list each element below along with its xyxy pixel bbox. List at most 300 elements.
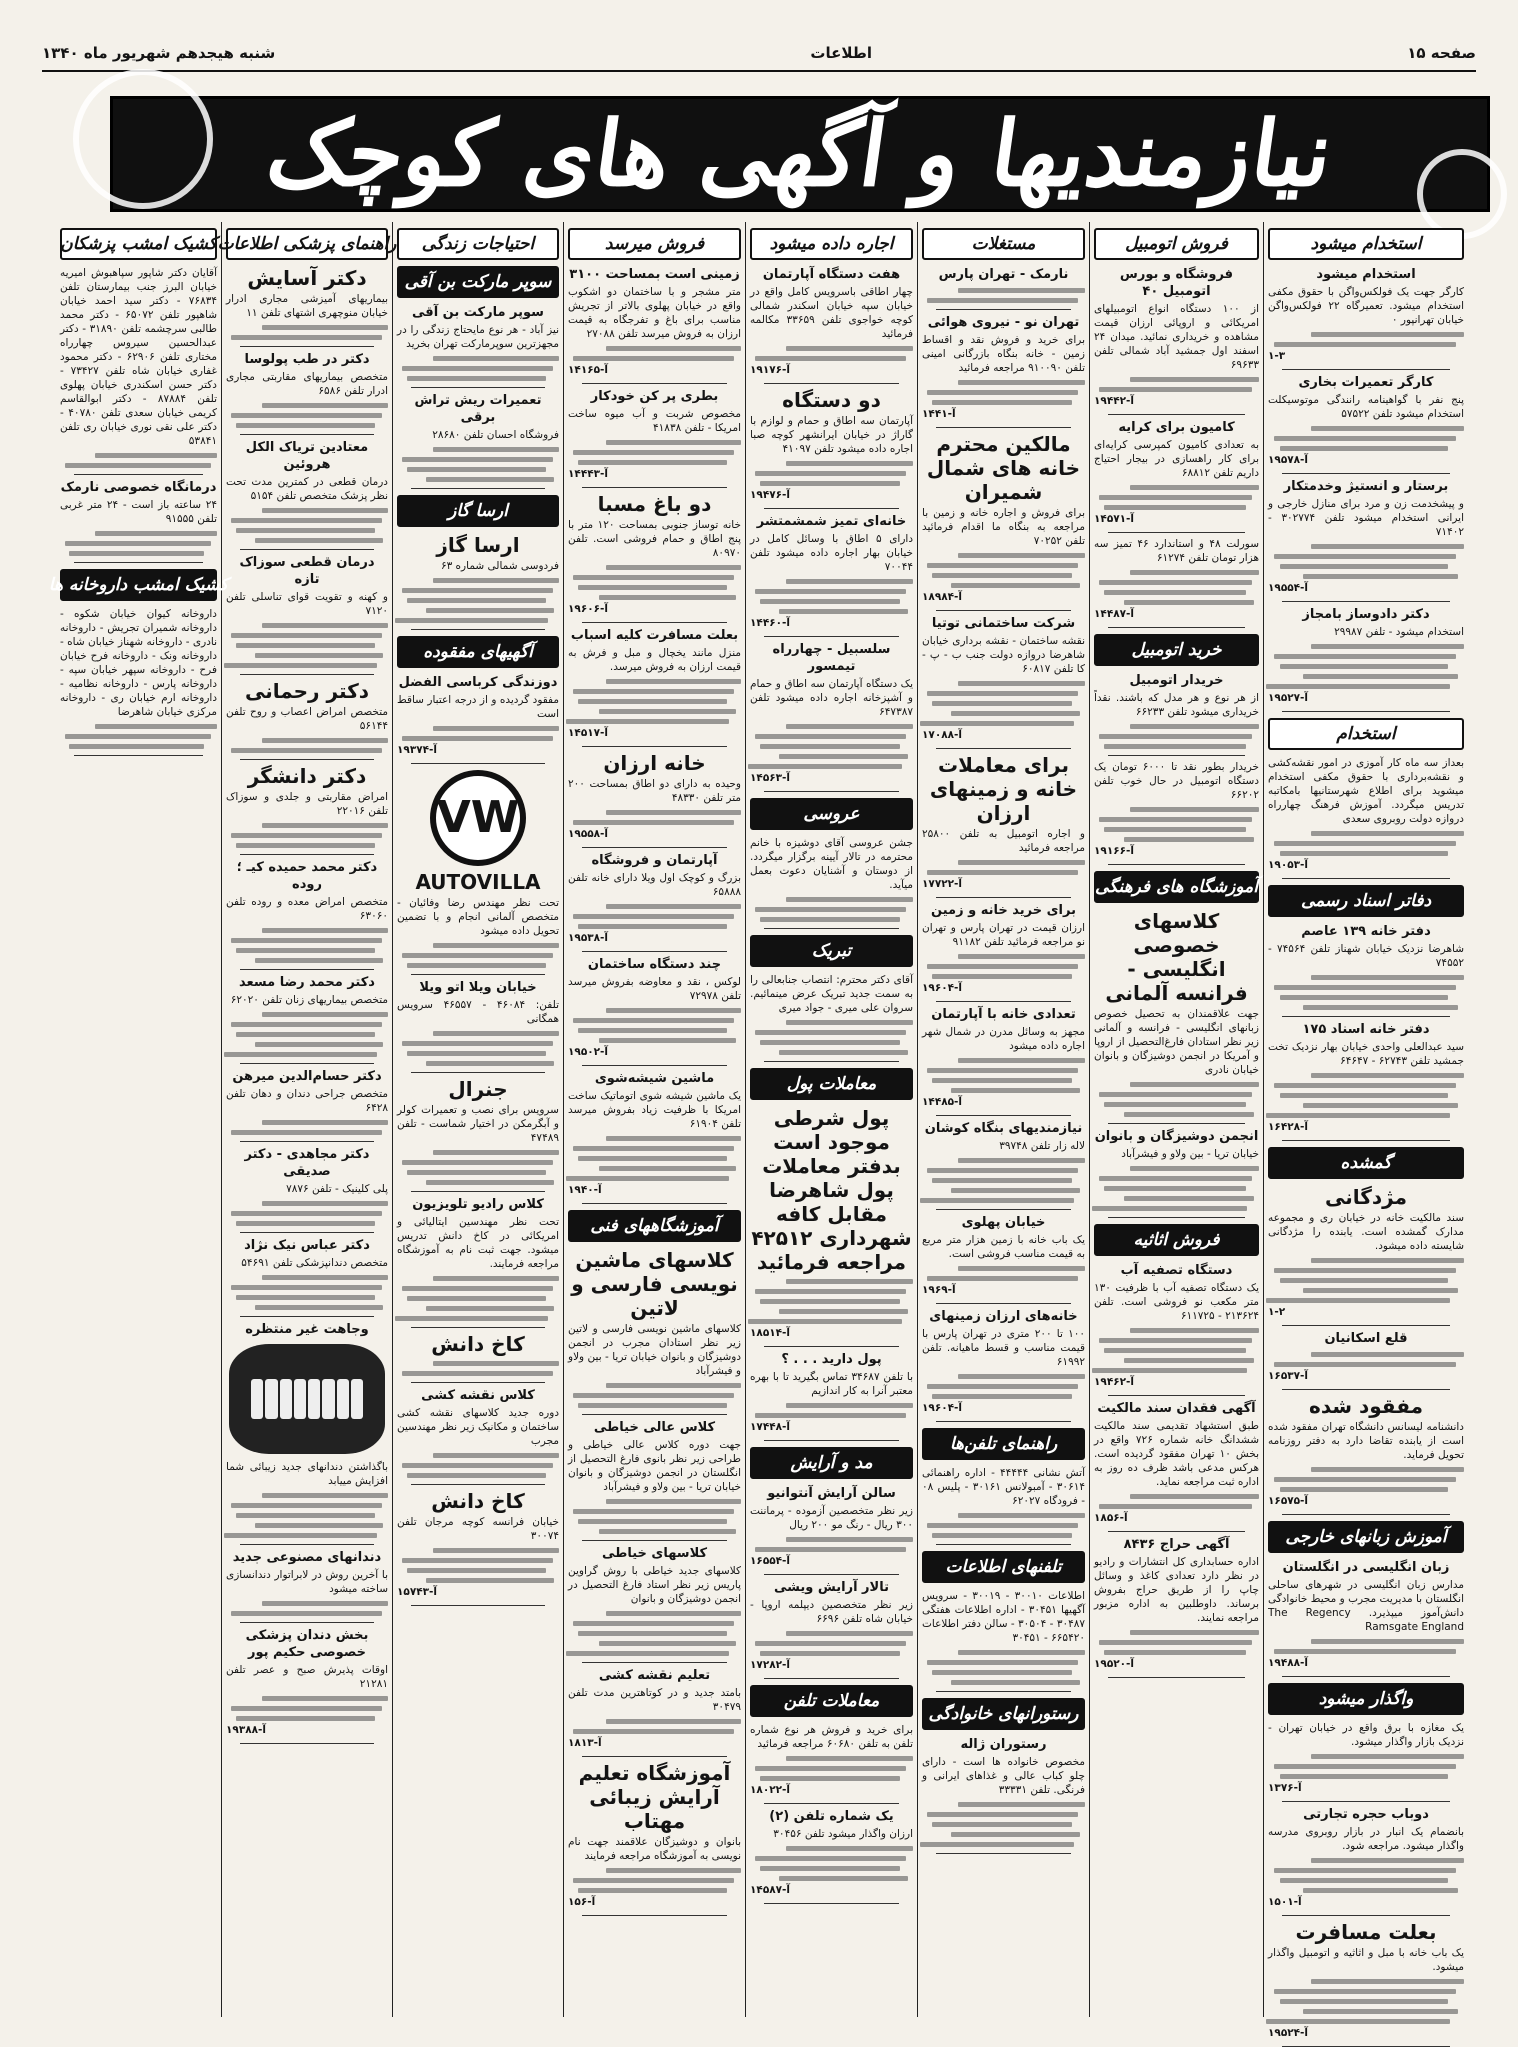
illegible-text-line — [231, 633, 382, 638]
ad-code: آ-۱۴۵۸۷ — [750, 1884, 791, 1896]
illegible-text-lines — [397, 1150, 559, 1185]
illegible-text-line — [402, 366, 553, 371]
ad-title: سلسبیل - چهارراه تیمسور — [772, 642, 891, 674]
section-heading: آموزشگاههای فنی — [568, 1210, 741, 1242]
classified-ad — [922, 432, 1085, 604]
ad-separator — [764, 1440, 899, 1441]
section-heading: عروسی — [750, 798, 913, 830]
illegible-text-line — [1303, 1888, 1458, 1893]
illegible-text-lines — [397, 1453, 559, 1478]
ad-title: سوپر مارکت بن آقی — [412, 305, 544, 320]
ad-body: تحت نظر مهندس رضا وفائیان - متخصص آلمانی انجام و با تضمین تحویل داده میشود — [397, 897, 559, 937]
classified-ad — [397, 1077, 559, 1185]
section-heading: معاملات پول — [750, 1068, 913, 1100]
ad-separator — [240, 549, 374, 550]
ad-body: لوکس ، نقد و معاوضه بفروش میرسد تلفن ۷۲۹۷۸ — [568, 976, 741, 1002]
section-heading: گمشده — [1268, 1147, 1464, 1179]
illegible-text-line — [786, 1846, 913, 1851]
illegible-text-lines — [922, 860, 1085, 875]
section-heading: فروش اثاثیه — [1094, 1224, 1259, 1256]
illegible-text-line — [927, 298, 1079, 303]
classified-ad — [397, 1489, 559, 1599]
ad-body: جهت دوره کلاس عالی خیاطی و طراحی زیر نظر بانوی فارغ التحصیل از انگلستان در انجمن دوشیزگان و بانوان خیابان تریا - بین ولاو و فیشرآباد — [568, 1439, 741, 1493]
illegible-text-line — [606, 1008, 741, 1013]
ad-separator — [1108, 1217, 1245, 1218]
illegible-text-lines — [397, 1031, 559, 1066]
illegible-text-line — [927, 1523, 1079, 1528]
ad-separator — [936, 1853, 1071, 1854]
ad-separator — [411, 1191, 545, 1192]
illegible-text-line — [65, 463, 211, 468]
illegible-text-line — [1274, 554, 1456, 559]
ad-separator — [764, 1803, 899, 1804]
ad-body: کلاسهای جدید خیاطی با روش گراوین پاریس زیر نظر استاد فارغ التحصیل در انجمن دوشیزگان و بانوان — [568, 1565, 741, 1605]
ad-body: نیز آباد - هر نوع مایحتاج زندگی را در مجهزترین سوپرمارکت تهران بخرید — [397, 324, 559, 350]
illegible-text-line — [426, 1180, 554, 1185]
illegible-text-line — [231, 335, 382, 340]
illegible-text-lines — [922, 1650, 1085, 1685]
illegible-text-line — [578, 1631, 727, 1636]
illegible-text-line — [927, 390, 1079, 395]
illegible-text-line — [407, 1296, 546, 1301]
section-heading: اجاره داده میشود — [750, 228, 913, 260]
illegible-text-line — [1266, 1298, 1450, 1303]
illegible-text-line — [1280, 995, 1449, 1000]
section-heading: استخدام میشود — [1268, 228, 1464, 260]
ad-body: وحیده به دارای دو اطاق بمساحت ۲۰۰ متر تلفن ۴۸۳۳۰ — [568, 778, 741, 804]
ad-separator — [582, 1065, 727, 1066]
ad-title: دفتر خانه ۱۳۹ عاصم — [1301, 924, 1431, 939]
ad-code: آ-۱۴۴۶۰ — [750, 617, 791, 629]
ad-code: آ-۱۹۴۷۶ — [750, 489, 791, 501]
illegible-text-lines — [568, 346, 741, 361]
ad-code: آ-۱۹۵۲۰ — [1094, 1658, 1135, 1670]
ad-separator — [411, 763, 545, 764]
issue-date: شنبه هیجدهم شهریور ماه ۱۳۴۰ — [42, 44, 276, 62]
ad-title: کاخ دانش — [431, 1332, 525, 1356]
section-heading: فروش اتومبیل — [1094, 228, 1259, 260]
ad-code: آ-۱۷۲۸۲ — [750, 1659, 791, 1671]
illegible-text-line — [1274, 1268, 1456, 1273]
ad-body: کارگر جهت یک فولکس‌واگن با حقوق مکفی استخدام میشود. تعمیرگاه ۲۲ فولکس‌واگن خیابان تهرانپور ۰ — [1268, 286, 1464, 326]
illegible-text-lines — [750, 1846, 913, 1881]
illegible-text-line — [786, 1756, 913, 1761]
illegible-text-line — [1280, 1878, 1449, 1883]
ad-separator — [411, 1382, 545, 1383]
classified-ad — [750, 266, 913, 377]
classified-ad — [568, 1545, 741, 1656]
column-for-sale — [564, 222, 745, 2017]
illegible-text-line — [606, 810, 741, 815]
classified-ad — [60, 607, 217, 749]
illegible-text-line — [1274, 1477, 1456, 1482]
classified-ad — [397, 979, 559, 1066]
illegible-text-line — [578, 1519, 727, 1524]
ad-title: دکتر در طب پولوسا — [244, 352, 370, 367]
illegible-text-line — [402, 457, 553, 462]
ad-code: آ-۱۹۶۹ — [922, 1284, 956, 1296]
illegible-text-line — [779, 1876, 908, 1881]
illegible-text-lines — [1268, 1258, 1464, 1303]
section-heading: سوپر مارکت بن آقی — [397, 266, 559, 298]
illegible-text-line — [407, 1051, 546, 1056]
ad-code: آ-۱۴۴۸۷ — [1094, 608, 1135, 620]
illegible-text-line — [231, 1211, 382, 1216]
illegible-text-line — [958, 553, 1085, 558]
ad-body: منزل مانند یخچال و مبل و فرش به قیمت ارزان به فروش میرسد. — [568, 647, 741, 673]
ad-title: دوباب حجره تجارتی — [1303, 1807, 1429, 1822]
ad-title: خانه‌ای تمیز شمشمتشر — [756, 514, 907, 529]
illegible-text-line — [578, 699, 727, 704]
ad-body: فروشگاه احسان تلفن ۲۸۶۸۰ — [432, 429, 559, 441]
illegible-text-line — [1311, 1352, 1464, 1357]
section-heading: راهنمای تلفن‌ها — [922, 1428, 1085, 1460]
ad-title: کامیون برای کرایه — [1118, 420, 1235, 435]
illegible-text-line — [951, 711, 1080, 716]
illegible-text-line — [1130, 377, 1259, 382]
teeth-photo — [229, 1344, 385, 1454]
classified-ad — [397, 304, 559, 381]
illegible-text-lines — [1094, 724, 1259, 749]
ad-body: امراض مقاربتی و جلدی و سوزاک تلفن ۲۲۰۱۶ — [226, 791, 388, 817]
illegible-text-line — [578, 585, 727, 590]
illegible-text-line — [395, 618, 547, 623]
illegible-text-lines — [1268, 426, 1464, 451]
classified-ad — [750, 1579, 913, 1672]
ad-separator — [764, 791, 899, 792]
classified-ad — [568, 388, 741, 481]
illegible-text-line — [951, 1832, 1080, 1837]
illegible-text-line — [426, 1578, 554, 1583]
section-heading: مستغلات — [922, 228, 1085, 260]
ad-body: مدارس زبان انگلیسی در شهرهای ساحلی انگلستان با مدیریت مجرب و محیط خانوادگی دانش‌آموز میپذیرد. The Regency Ramsgate England — [1268, 1579, 1464, 1633]
classified-ad — [750, 388, 913, 502]
ad-body: پنج نفر با گواهینامه رانندگی موتوسیکلت استخدام میشود تلفن ۵۷۵۲۲ — [1268, 394, 1464, 420]
ad-separator — [1282, 601, 1450, 602]
classified-ad — [60, 479, 217, 556]
illegible-text-line — [433, 726, 559, 731]
illegible-text-line — [958, 380, 1085, 385]
ad-code: آ-۱۹۵۷۸ — [1268, 454, 1309, 466]
ad-title: مژدگانی — [1325, 1185, 1407, 1209]
section-heading: معاملات تلفن — [750, 1685, 913, 1717]
ad-title: دکتر محمد حمیده کیـ ؛ روده — [236, 860, 378, 892]
illegible-text-line — [958, 1802, 1085, 1807]
ad-body: با آخرین روش در لابراتوار دندانسازی ساخته میشود — [226, 1569, 388, 1595]
classified-ad — [568, 1070, 741, 1197]
ad-body: ارزان قیمت در تهران پارس و تهران نو مراجعه فرمائید تلفن ۹۱۱۸۲ — [922, 922, 1085, 948]
illegible-text-lines — [226, 738, 388, 753]
illegible-text-lines — [568, 565, 741, 600]
page-header — [42, 38, 1476, 68]
illegible-text-line — [236, 1032, 375, 1037]
ad-separator — [1282, 1140, 1450, 1141]
illegible-text-lines — [1268, 332, 1464, 347]
illegible-text-line — [426, 1306, 554, 1311]
ad-title: کلاسهای خصوصی انگلیسی - فرانسه آلمانی — [1105, 909, 1248, 1005]
illegible-text-lines — [226, 1601, 388, 1616]
classified-ad — [1268, 1330, 1464, 1383]
classified-ad — [226, 764, 388, 848]
vw-logo-icon — [430, 770, 526, 866]
illegible-text-line — [1104, 827, 1246, 832]
section-heading: آگهیهای مفقوده — [397, 636, 559, 668]
illegible-text-lines — [1094, 1166, 1259, 1211]
ad-title: آگهی حراج ۸۴۳۶ — [1123, 1537, 1230, 1552]
classified-ad — [397, 674, 559, 757]
illegible-text-line — [1274, 436, 1456, 441]
ad-title: معتادین تریاک الکل هروئین — [245, 440, 369, 472]
illegible-text-line — [578, 1028, 727, 1033]
illegible-text-line — [573, 1146, 734, 1151]
ad-separator — [764, 383, 899, 384]
ad-body: آپارتمان سه اطاق و حمام و لوازم با گاراژ در خیابان ایرانشهر کوچه صبا اجاره داده میشود تلفن ۴۱۰۹۷ — [750, 415, 913, 455]
ad-separator — [936, 1544, 1071, 1545]
ad-separator — [1282, 1676, 1450, 1677]
ad-separator — [582, 847, 727, 848]
illegible-text-line — [927, 964, 1079, 969]
illegible-text-lines — [750, 897, 913, 922]
section-heading: مد و آرایش — [750, 1447, 913, 1479]
ad-body: و اجاره اتومبیل به تلفن ۲۵۸۰۰ مراجعه فرمائید — [922, 828, 1085, 854]
illegible-text-line — [236, 1295, 375, 1300]
ad-code: آ-۱۷۷۲۲ — [922, 878, 963, 890]
ad-separator — [1282, 1915, 1450, 1916]
classified-ad — [568, 751, 741, 841]
ad-code: آ-۱۸۹۸۴ — [922, 591, 963, 603]
ad-body: دوره جدید کلاسهای نقشه کشی ساختمان و مکانیک زیر نظر مهندسین مجرب — [397, 1407, 559, 1447]
illegible-text-line — [433, 1276, 559, 1281]
illegible-text-line — [760, 917, 900, 922]
ad-separator — [240, 759, 374, 760]
illegible-text-line — [1311, 1754, 1464, 1759]
illegible-text-line — [920, 721, 1073, 726]
illegible-text-lines — [226, 823, 388, 848]
illegible-text-line — [786, 897, 913, 902]
ad-title: دکتر حسام‌الدین میرهن — [232, 1069, 382, 1084]
illegible-text-line — [1311, 1258, 1464, 1263]
ad-separator — [240, 1063, 374, 1064]
illegible-text-lines — [1268, 1352, 1464, 1367]
illegible-text-line — [606, 565, 741, 570]
illegible-text-line — [932, 1822, 1072, 1827]
illegible-text-line — [1311, 1073, 1464, 1078]
illegible-text-line — [573, 689, 734, 694]
ad-separator — [74, 562, 203, 563]
column-real-estate — [918, 222, 1089, 2017]
ad-body: ارزان واگذار میشود تلفن ۳۰۴۵۶ — [773, 1828, 913, 1840]
ad-body: متخصص دندانپزشکی تلفن ۵۴۶۹۱ — [241, 1257, 388, 1269]
ad-code: آ-۱۹۴۰ — [568, 1184, 602, 1196]
ad-title: یک شماره تلفن (۲) — [769, 1809, 894, 1824]
illegible-text-lines — [1094, 1630, 1259, 1655]
illegible-text-lines — [1094, 377, 1259, 392]
classified-ad — [568, 852, 741, 945]
ad-body: متخصص بیماریهای مقاربتی مجاری ادرار تلفن ۶۵۸۶ — [226, 371, 388, 397]
illegible-text-line — [426, 1061, 554, 1066]
ad-code: آ-۱۸۵۱۴ — [750, 1327, 791, 1339]
illegible-text-line — [1130, 1166, 1259, 1171]
ad-body: زیر نظر متخصصین آزموده - پرماننت ۳۰۰ ریال - رنگ مو ۲۰۰ ریال — [750, 1505, 913, 1531]
ad-body: فردوسی شمالی شماره ۶۳ — [440, 560, 559, 572]
illegible-text-line — [224, 1533, 376, 1538]
ad-separator — [240, 854, 374, 855]
ad-body: برای فروش و اجاره خانه و زمین با مراجعه به بنگاه ما اقدام فرمائید تلفن ۷۰۲۵۲ — [922, 507, 1085, 547]
ad-body: بزرگ و کوچک اول ویلا دارای خانه تلفن ۶۵۸۸۸ — [568, 872, 741, 898]
illegible-text-line — [402, 1463, 553, 1468]
illegible-text-line — [786, 724, 913, 729]
classified-ad — [1094, 266, 1259, 408]
illegible-text-line — [236, 948, 375, 953]
ad-title: کلاس عالی خیاطی — [593, 1420, 716, 1435]
illegible-text-line — [1104, 590, 1246, 595]
illegible-text-line — [433, 943, 559, 948]
illegible-text-line — [932, 701, 1072, 706]
section-heading: تبریک — [750, 935, 913, 967]
ad-separator — [936, 1303, 1071, 1304]
illegible-text-lines — [226, 325, 388, 340]
ad-separator — [1108, 1395, 1245, 1396]
illegible-text-line — [606, 1868, 741, 1873]
ad-separator — [936, 427, 1071, 428]
column-life-needs — [393, 222, 563, 2017]
ad-separator — [1108, 1531, 1245, 1532]
illegible-text-line — [1099, 1338, 1252, 1343]
classified-ad — [750, 1106, 913, 1340]
illegible-text-line — [1280, 446, 1449, 451]
illegible-text-line — [407, 467, 546, 472]
illegible-text-line — [927, 1276, 1079, 1281]
illegible-text-lines — [568, 440, 741, 465]
illegible-text-line — [407, 963, 546, 968]
illegible-text-lines — [922, 1158, 1085, 1203]
illegible-text-line — [1303, 1103, 1458, 1108]
ad-separator — [1282, 369, 1450, 370]
illegible-text-lines — [1268, 1754, 1464, 1779]
illegible-text-line — [407, 376, 546, 381]
illegible-text-lines — [1268, 975, 1464, 1010]
classified-ad — [568, 1667, 741, 1750]
illegible-text-lines — [226, 623, 388, 668]
ad-separator — [936, 1115, 1071, 1116]
ad-body: متر مشجر و با ساختمان دو اشکوب واقع در خیابان پهلوی بالاتر از تجریش مناسب برای باغ و تفرجگاه به قیمت ارزان به فروش میرسد تلفن ۲۷۰۸۸ — [568, 286, 741, 340]
classified-ad — [226, 679, 388, 753]
ad-title: برای معاملات خانه و زمینهای ارزان — [929, 753, 1078, 825]
illegible-text-line — [958, 1158, 1085, 1163]
illegible-text-lines — [1094, 1494, 1259, 1509]
ad-separator — [582, 1662, 727, 1663]
classified-ad — [750, 1723, 913, 1797]
illegible-text-lines — [568, 810, 741, 825]
illegible-text-line — [760, 599, 900, 604]
illegible-text-line — [932, 1078, 1072, 1083]
classified-ad — [750, 513, 913, 630]
illegible-text-line — [95, 531, 217, 536]
illegible-text-lines — [397, 578, 559, 623]
illegible-text-lines — [397, 447, 559, 482]
illegible-text-line — [927, 1812, 1079, 1817]
ad-title: استخدام میشود — [1316, 267, 1416, 282]
illegible-text-line — [255, 538, 383, 543]
ad-separator — [582, 383, 727, 384]
classifieds-grid — [48, 222, 1468, 2039]
ad-title: چند دستگاه ساختمان — [587, 957, 722, 972]
illegible-text-line — [779, 1050, 908, 1055]
illegible-text-line — [1104, 1102, 1246, 1107]
classified-ad — [1268, 1920, 1464, 2040]
illegible-text-line — [95, 453, 217, 458]
classified-ad — [226, 1068, 388, 1135]
ad-code: آ-۱۹۴۶۲ — [1094, 1376, 1135, 1388]
classified-ad — [1268, 1394, 1464, 1508]
ad-title: دکتر رحمانی — [244, 679, 370, 703]
illegible-text-line — [236, 843, 375, 848]
classified-ad — [397, 770, 559, 968]
ad-body: یک دستگاه آپارتمان سه اطاق و حمام و آشپزخانه اجاره داده میشود تلفن ۶۴۷۳۸۷ — [750, 678, 913, 718]
illegible-text-lines — [568, 1868, 741, 1893]
classified-ad — [750, 836, 913, 922]
ad-title: خیابان ویلا اتو ویلا — [419, 980, 537, 995]
ad-separator — [1108, 414, 1245, 415]
illegible-text-line — [1130, 807, 1259, 812]
illegible-text-line — [606, 1136, 741, 1141]
illegible-text-lines — [750, 1279, 913, 1324]
illegible-text-line — [958, 860, 1085, 865]
classified-ad — [1268, 1021, 1464, 1134]
ad-separator — [764, 1903, 899, 1904]
ad-separator — [1282, 1389, 1450, 1390]
illegible-text-line — [1124, 837, 1254, 842]
illegible-text-line — [1099, 580, 1252, 585]
illegible-text-lines — [226, 403, 388, 428]
illegible-text-line — [755, 1030, 907, 1035]
illegible-text-line — [786, 461, 913, 466]
ad-body: سید عبدالعلی واحدی خیابان بهار نزدیک تخت جمشید تلفن ۶۲۷۴۳ - ۶۴۶۴۷ — [1268, 1041, 1464, 1067]
illegible-text-lines — [226, 1696, 388, 1721]
illegible-text-lines — [397, 356, 559, 381]
section-heading: آموزشگاه های فرهنگی — [1094, 871, 1259, 903]
ad-title: دکتر دادوساز بامجاز — [1302, 607, 1430, 622]
illegible-text-line — [1099, 1504, 1252, 1509]
ad-separator — [764, 1574, 899, 1575]
classified-ad — [397, 1196, 559, 1321]
ad-title: کاخ دانش — [431, 1489, 525, 1513]
illegible-text-line — [1274, 1764, 1456, 1769]
ad-title: دکتر آسایش — [247, 266, 367, 290]
illegible-text-line — [262, 623, 388, 628]
ad-body: بانوان و دوشیزگان علاقمند جهت نام نویسی به آموزشگاه مراجعه فرمایند — [568, 1836, 741, 1862]
illegible-text-lines — [1094, 570, 1259, 605]
illegible-text-lines — [397, 726, 559, 741]
illegible-text-line — [231, 518, 382, 523]
illegible-text-line — [1274, 654, 1456, 659]
ad-code: آ-۱۸۰۲۲ — [750, 1784, 791, 1796]
illegible-text-line — [69, 744, 204, 749]
illegible-text-line — [262, 1012, 388, 1017]
illegible-text-line — [1104, 505, 1246, 510]
illegible-text-lines — [397, 1361, 559, 1376]
ad-title: آموزشگاه تعلیم آرایش زیبائی مهتاب — [578, 1761, 731, 1833]
ad-separator — [240, 1544, 374, 1545]
ad-body: اطلاعات ۳۰۰۱۰ - ۳۰۰۱۹ - سرویس آگهیها ۳۰۴۵۱ - اداره اطلاعات هفتگی ۳۰۴۸۷ - ۳۰۵۰۴ - سالن دفتر اطلاعات ۶۶۵۴۲۰ - ۳۰۴۵۱ — [922, 1590, 1086, 1644]
illegible-text-line — [599, 1529, 736, 1534]
ad-separator — [411, 1072, 545, 1073]
ad-body: ۱۰۰ تا ۲۰۰ متری در تهران پارس با قیمت مناسب و قسط ماهیانه. تلفن ۶۱۹۹۲ — [922, 1328, 1085, 1368]
illegible-text-lines — [226, 928, 388, 963]
illegible-text-line — [231, 833, 382, 838]
classified-ad — [568, 266, 741, 377]
ad-title: آگهی فقدان سند مالکیت — [1097, 1401, 1256, 1416]
